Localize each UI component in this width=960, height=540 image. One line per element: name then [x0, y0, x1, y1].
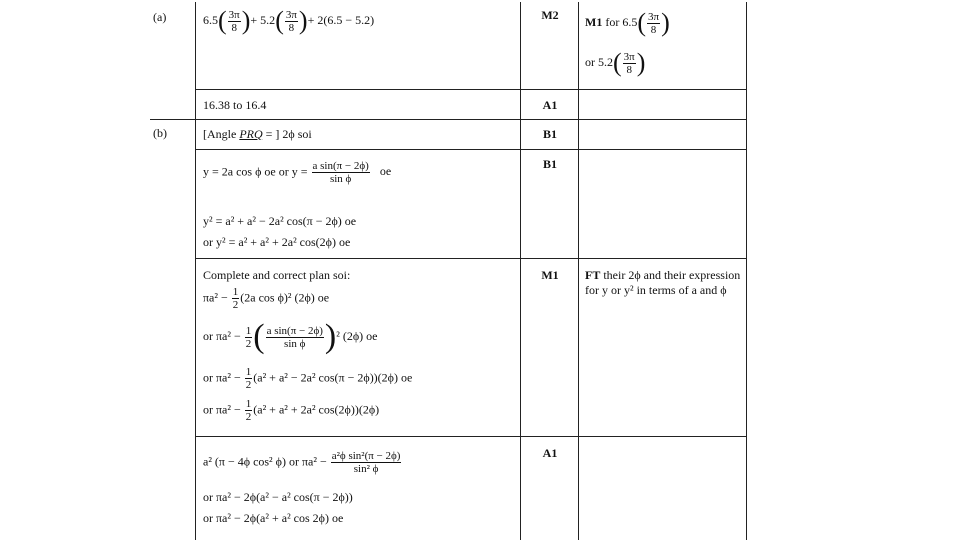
text: (2a cos ϕ)² (2ϕ) oe [240, 290, 330, 305]
numerator: 3π [623, 50, 635, 63]
text: a² (π − 4ϕ cos² ϕ) or πa² − [203, 454, 327, 469]
fraction [232, 286, 240, 311]
answer-b4-line1 [203, 450, 402, 475]
text: oe [379, 164, 392, 179]
fraction [623, 51, 636, 76]
fraction [647, 11, 660, 36]
mark-b2: B1 [542, 157, 557, 171]
plan-line3 [203, 366, 412, 391]
mark-b3: M1 [541, 268, 559, 282]
denominator: sin ϕ [284, 337, 306, 350]
denominator: sin² ϕ [353, 463, 379, 475]
answer-b4-line3: or πa² − 2ϕ(a² + a² cos 2ϕ) oe [203, 511, 344, 525]
column-divider-4 [746, 2, 747, 540]
text: (a² + a² − 2a² cos(π − 2ϕ))(2ϕ) oe [253, 370, 413, 385]
numerator: 1 [245, 366, 252, 378]
plan-line4 [203, 398, 379, 423]
denominator: 8 [288, 21, 295, 34]
denominator: 8 [626, 63, 632, 76]
mark-a2: A1 [542, 98, 558, 112]
fraction [285, 9, 298, 34]
note-text: their 2ϕ and their expression for y or y² in terms of a and ϕ [585, 268, 741, 297]
angle-name: PRQ [239, 127, 263, 141]
text: or πa² − [203, 402, 241, 417]
guidance-a1-alt: or 5.2( $\frac{3\pi}{8}$ ) [585, 48, 646, 77]
answer-a2: 16.38 to 16.4 [203, 98, 267, 112]
row-divider [195, 258, 747, 259]
numerator: a sin(π − 2ϕ) [266, 324, 323, 337]
numerator: a²ϕ sin²(π − 2ϕ) [331, 450, 401, 462]
denominator: 8 [650, 23, 657, 36]
answer-b4-line2: or πa² − 2ϕ(a² − a² cos(π − 2ϕ)) [203, 490, 353, 504]
mark-code: FT [585, 268, 601, 282]
guidance-b3 [585, 268, 745, 298]
expression-b2-line3: or y² = a² + a² + 2a² cos(2ϕ) oe [203, 235, 351, 249]
denominator: 2 [245, 379, 252, 391]
text: ² (2ϕ) oe [336, 328, 378, 343]
fraction [245, 398, 253, 423]
answer-b1 [203, 127, 312, 142]
expression-b2-line1 [203, 160, 391, 185]
numerator: 1 [245, 398, 252, 410]
coefficient: 6.5 [203, 12, 218, 27]
plan-heading: Complete and correct plan soi: [203, 268, 351, 282]
guidance-a1: M1 for 6.5( $\frac{3\pi}{8}$ ) [585, 8, 670, 37]
note-text: for 6.5 [602, 14, 638, 29]
column-divider-1 [195, 2, 196, 540]
mark-b4: A1 [542, 446, 558, 460]
mark-b1: B1 [542, 127, 557, 141]
fraction [312, 160, 370, 185]
part-label-b: (b) [153, 126, 167, 140]
text: [Angle [203, 127, 240, 141]
row-divider [195, 149, 747, 150]
mark-a1: M2 [541, 8, 559, 22]
text: or πa² − [203, 370, 241, 385]
text: (a² + a² + 2a² cos(2ϕ))(2ϕ) [253, 402, 380, 417]
fraction [245, 325, 253, 350]
denominator: 8 [231, 21, 237, 34]
denominator: 2 [245, 411, 252, 423]
plan-line2: or πa² − $\frac{1}{2}$ ( $\frac{\text{a sin(π − 2ϕ)}}{\text{sin ϕ}}$ )² (2ϕ) oe [203, 318, 378, 355]
expression-b2-line2: y² = a² + a² − 2a² cos(π − 2ϕ) oe [203, 214, 357, 228]
term: + 5.2 [250, 12, 276, 27]
row-divider [195, 89, 747, 90]
denominator: 2 [245, 337, 252, 350]
text: y = 2a cos ϕ oe or y = [203, 164, 308, 179]
row-divider [195, 436, 747, 437]
fraction [331, 450, 402, 475]
mark-code: M1 [585, 14, 603, 29]
fraction [266, 325, 324, 350]
numerator: 1 [232, 286, 239, 298]
part-label-a: (a) [153, 10, 167, 24]
numerator: 1 [245, 324, 252, 337]
plan-line1 [203, 286, 329, 311]
row-divider [150, 119, 747, 120]
text: = ] 2ϕ soi [262, 127, 312, 141]
numerator: 3π [648, 10, 660, 23]
fraction [228, 9, 241, 34]
fraction [245, 366, 253, 391]
note-text: or 5.2 [585, 54, 613, 69]
numerator: 3π [228, 8, 240, 21]
expression-a1: 6.5( $\frac{3\pi}{8}$ )+ 5.2( $\frac{3\pi}{8}$ )+ 2(6.5 − 5.2) [203, 6, 375, 35]
text: πa² − [203, 290, 228, 305]
numerator: 3π [285, 8, 297, 21]
denominator: 2 [232, 299, 239, 311]
numerator: a sin(π − 2ϕ) [312, 160, 369, 172]
text: or πa² − [203, 328, 241, 343]
denominator: sin ϕ [329, 173, 352, 185]
term: + 2(6.5 − 5.2) [307, 12, 375, 27]
